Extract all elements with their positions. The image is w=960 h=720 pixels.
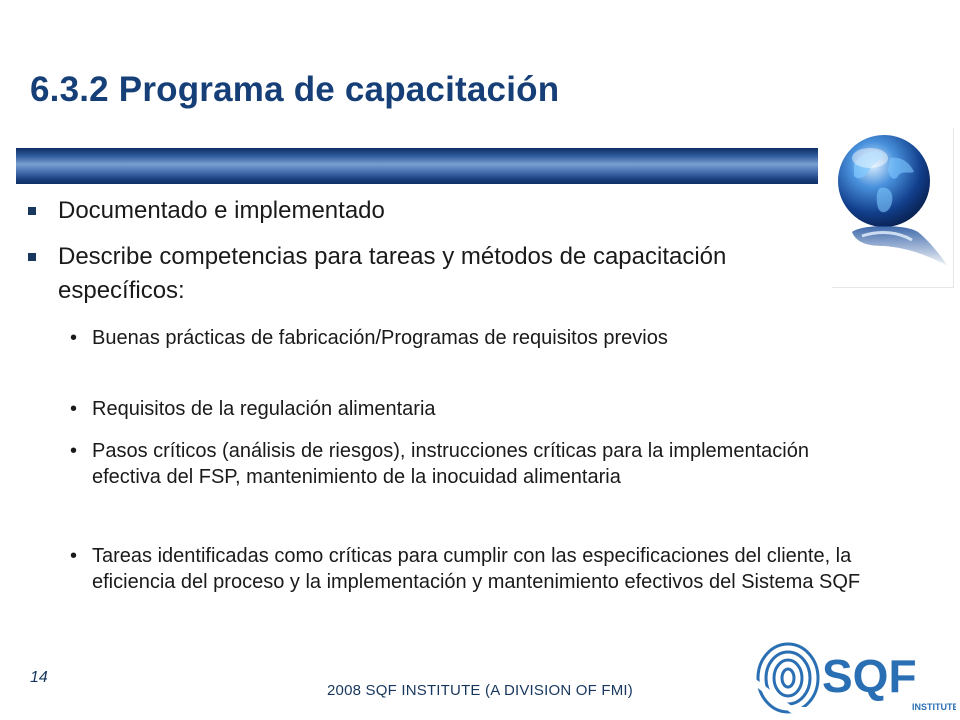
sub-bullet-item: [70, 438, 868, 490]
slide-title: 6.3.2 Programa de capacitación: [30, 70, 560, 109]
sub-bullet-text: Requisitos de la regulación alimentaria: [92, 398, 436, 420]
sub-bullet-item: [70, 543, 868, 595]
sub-bullet-text: Buenas prácticas de fabricación/Programas de requisitos previos: [92, 327, 668, 349]
round-bullet-icon: •: [70, 440, 78, 462]
sub-bullet-item: [70, 325, 812, 351]
sub-bullet-text: Pasos críticos (análisis de riesgos), instrucciones críticas para la implementación efectiva del FSP, mantenimiento de la inocuidad alimentaria: [92, 440, 809, 488]
round-bullet-icon: •: [70, 398, 78, 420]
bullet-item: [58, 194, 798, 228]
logo-tagline: INSTITUTE: [912, 702, 956, 712]
bullet-text: Documentado e implementado: [58, 197, 385, 224]
square-bullet-icon: [28, 207, 36, 215]
sqf-logo: [752, 640, 956, 718]
round-bullet-icon: •: [70, 545, 78, 567]
logo-wordmark: SQF: [822, 650, 917, 702]
sub-bullet-text: Tareas identificadas como críticas para cumplir con las especificaciones del cliente, la eficiencia del proceso y la implementación y mantenimiento efectivos del Sistema SQF: [92, 545, 861, 593]
page-number: 14: [30, 669, 48, 686]
sub-bullet-item: [70, 396, 852, 422]
square-bullet-icon: [28, 253, 36, 261]
round-bullet-icon: •: [70, 327, 78, 349]
footer-text: 2008 SQF INSTITUTE (A DIVISION OF FMI): [327, 682, 633, 699]
bullet-text: Describe competencias para tareas y métodos de capacitación específicos:: [58, 243, 727, 304]
bullet-item: [58, 240, 798, 308]
